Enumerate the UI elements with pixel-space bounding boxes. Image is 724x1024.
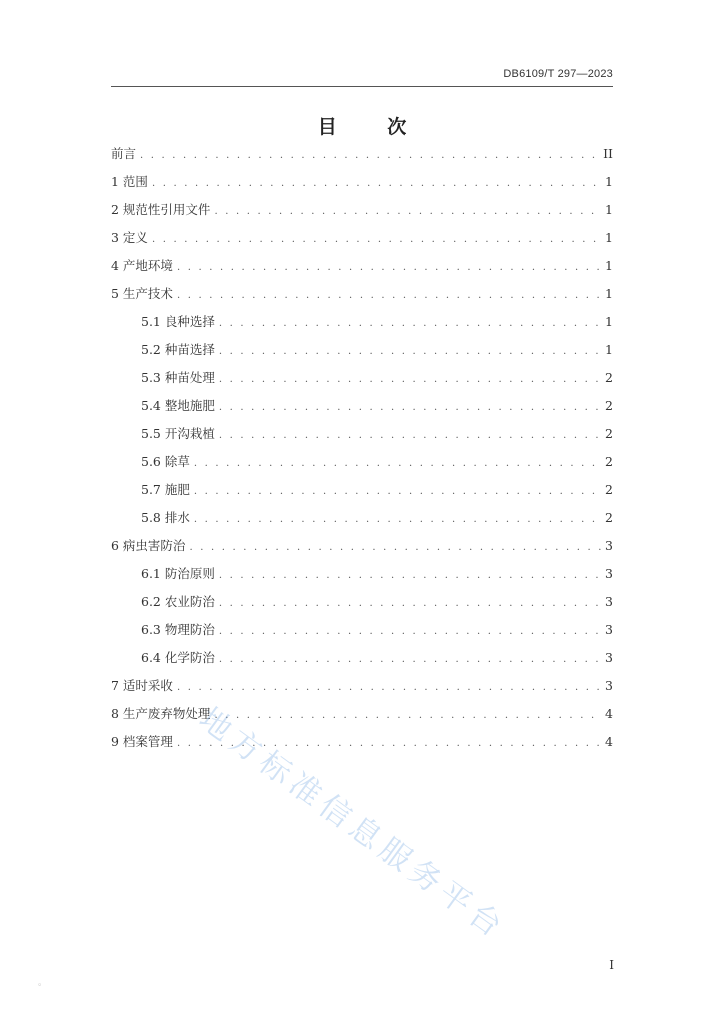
toc-entry-label: 5.6 除草 xyxy=(141,454,190,469)
toc-entry-label: 6.3 物理防治 xyxy=(141,622,215,637)
toc-entry[interactable] xyxy=(111,728,613,756)
toc-entry-page: 2 xyxy=(605,510,613,525)
corner-mark: 。 xyxy=(38,978,48,988)
toc-entry[interactable] xyxy=(111,420,613,448)
toc-entry-label: 4 产地环境 xyxy=(111,258,173,273)
toc-entry[interactable] xyxy=(111,308,613,336)
toc-entry[interactable] xyxy=(111,476,613,504)
toc-entry[interactable] xyxy=(111,672,613,700)
toc-entry-label: 6.1 防治原则 xyxy=(141,566,215,581)
toc-entry-page: 1 xyxy=(605,286,613,301)
dot-leader xyxy=(219,646,601,674)
document-code: DB6109/T 297—2023 xyxy=(503,68,613,80)
dot-leader xyxy=(219,562,601,590)
toc-entry-page: 2 xyxy=(605,398,613,413)
toc-entry-page: 1 xyxy=(605,174,613,189)
toc-entry-page: 1 xyxy=(605,342,613,357)
toc-entry[interactable] xyxy=(111,280,613,308)
toc-entry-page: 2 xyxy=(605,482,613,497)
toc-entry[interactable] xyxy=(111,252,613,280)
header-rule xyxy=(111,86,613,87)
dot-leader xyxy=(219,366,601,394)
toc-entry-label: 5.8 排水 xyxy=(141,510,190,525)
dot-leader xyxy=(219,338,601,366)
dot-leader xyxy=(219,618,601,646)
dot-leader xyxy=(152,226,601,254)
watermark: 地方标准信息服务平台 xyxy=(192,700,513,948)
page-number: I xyxy=(609,958,614,972)
toc-entry-label: 6.4 化学防治 xyxy=(141,650,215,665)
toc-entry[interactable] xyxy=(111,448,613,476)
toc-entry[interactable] xyxy=(111,168,613,196)
toc-entry[interactable] xyxy=(111,140,613,168)
toc-entry[interactable] xyxy=(111,392,613,420)
toc-entry[interactable] xyxy=(111,588,613,616)
toc-entry[interactable] xyxy=(111,336,613,364)
toc-entry[interactable] xyxy=(111,196,613,224)
dot-leader xyxy=(177,254,601,282)
dot-leader xyxy=(189,534,601,562)
toc-entry[interactable] xyxy=(111,616,613,644)
toc-entry-label: 8 生产废弃物处理 xyxy=(111,706,211,721)
toc-entry[interactable] xyxy=(111,364,613,392)
toc-entry-label: 5 生产技术 xyxy=(111,286,173,301)
toc-entry-page: 2 xyxy=(605,426,613,441)
toc-entry-label: 9 档案管理 xyxy=(111,734,173,749)
dot-leader xyxy=(214,702,601,730)
dot-leader xyxy=(177,282,601,310)
dot-leader xyxy=(194,478,601,506)
toc-entry-page: 3 xyxy=(605,538,613,553)
toc-entry-label: 5.5 开沟栽植 xyxy=(141,426,215,441)
toc-entry-page: 2 xyxy=(605,454,613,469)
dot-leader xyxy=(219,590,601,618)
toc-entry-label: 5.3 种苗处理 xyxy=(141,370,215,385)
table-of-contents xyxy=(111,140,613,756)
dot-leader xyxy=(219,310,601,338)
toc-entry[interactable] xyxy=(111,644,613,672)
dot-leader xyxy=(152,170,601,198)
toc-entry-page: 1 xyxy=(605,314,613,329)
dot-leader xyxy=(194,450,601,478)
dot-leader xyxy=(140,142,599,170)
toc-entry-page: II xyxy=(603,146,613,161)
toc-entry-page: 1 xyxy=(605,230,613,245)
toc-entry-page: 4 xyxy=(605,706,613,721)
dot-leader xyxy=(177,674,601,702)
toc-entry-page: 3 xyxy=(605,678,613,693)
toc-entry-page: 3 xyxy=(605,622,613,637)
dot-leader xyxy=(214,198,601,226)
toc-entry[interactable] xyxy=(111,700,613,728)
dot-leader xyxy=(194,506,601,534)
toc-entry-page: 3 xyxy=(605,566,613,581)
toc-entry-label: 3 定义 xyxy=(111,230,148,245)
toc-entry-label: 6 病虫害防治 xyxy=(111,538,186,553)
toc-entry-label: 5.2 种苗选择 xyxy=(141,342,215,357)
toc-entry[interactable] xyxy=(111,504,613,532)
dot-leader xyxy=(219,394,601,422)
toc-title: 目 次 xyxy=(317,116,429,138)
toc-entry-page: 2 xyxy=(605,370,613,385)
toc-entry[interactable] xyxy=(111,532,613,560)
toc-entry-label: 5.4 整地施肥 xyxy=(141,398,215,413)
toc-entry-label: 前言 xyxy=(111,146,137,161)
toc-entry-label: 5.7 施肥 xyxy=(141,482,190,497)
toc-entry-page: 1 xyxy=(605,202,613,217)
toc-entry[interactable] xyxy=(111,560,613,588)
toc-entry-label: 5.1 良种选择 xyxy=(141,314,215,329)
toc-entry-page: 3 xyxy=(605,594,613,609)
toc-entry-label: 1 范围 xyxy=(111,174,148,189)
dot-leader xyxy=(219,422,601,450)
toc-entry-page: 3 xyxy=(605,650,613,665)
toc-entry-label: 2 规范性引用文件 xyxy=(111,202,211,217)
toc-entry-page: 4 xyxy=(605,734,613,749)
toc-entry[interactable] xyxy=(111,224,613,252)
toc-entry-label: 7 适时采收 xyxy=(111,678,173,693)
toc-entry-label: 6.2 农业防治 xyxy=(141,594,215,609)
toc-entry-page: 1 xyxy=(605,258,613,273)
